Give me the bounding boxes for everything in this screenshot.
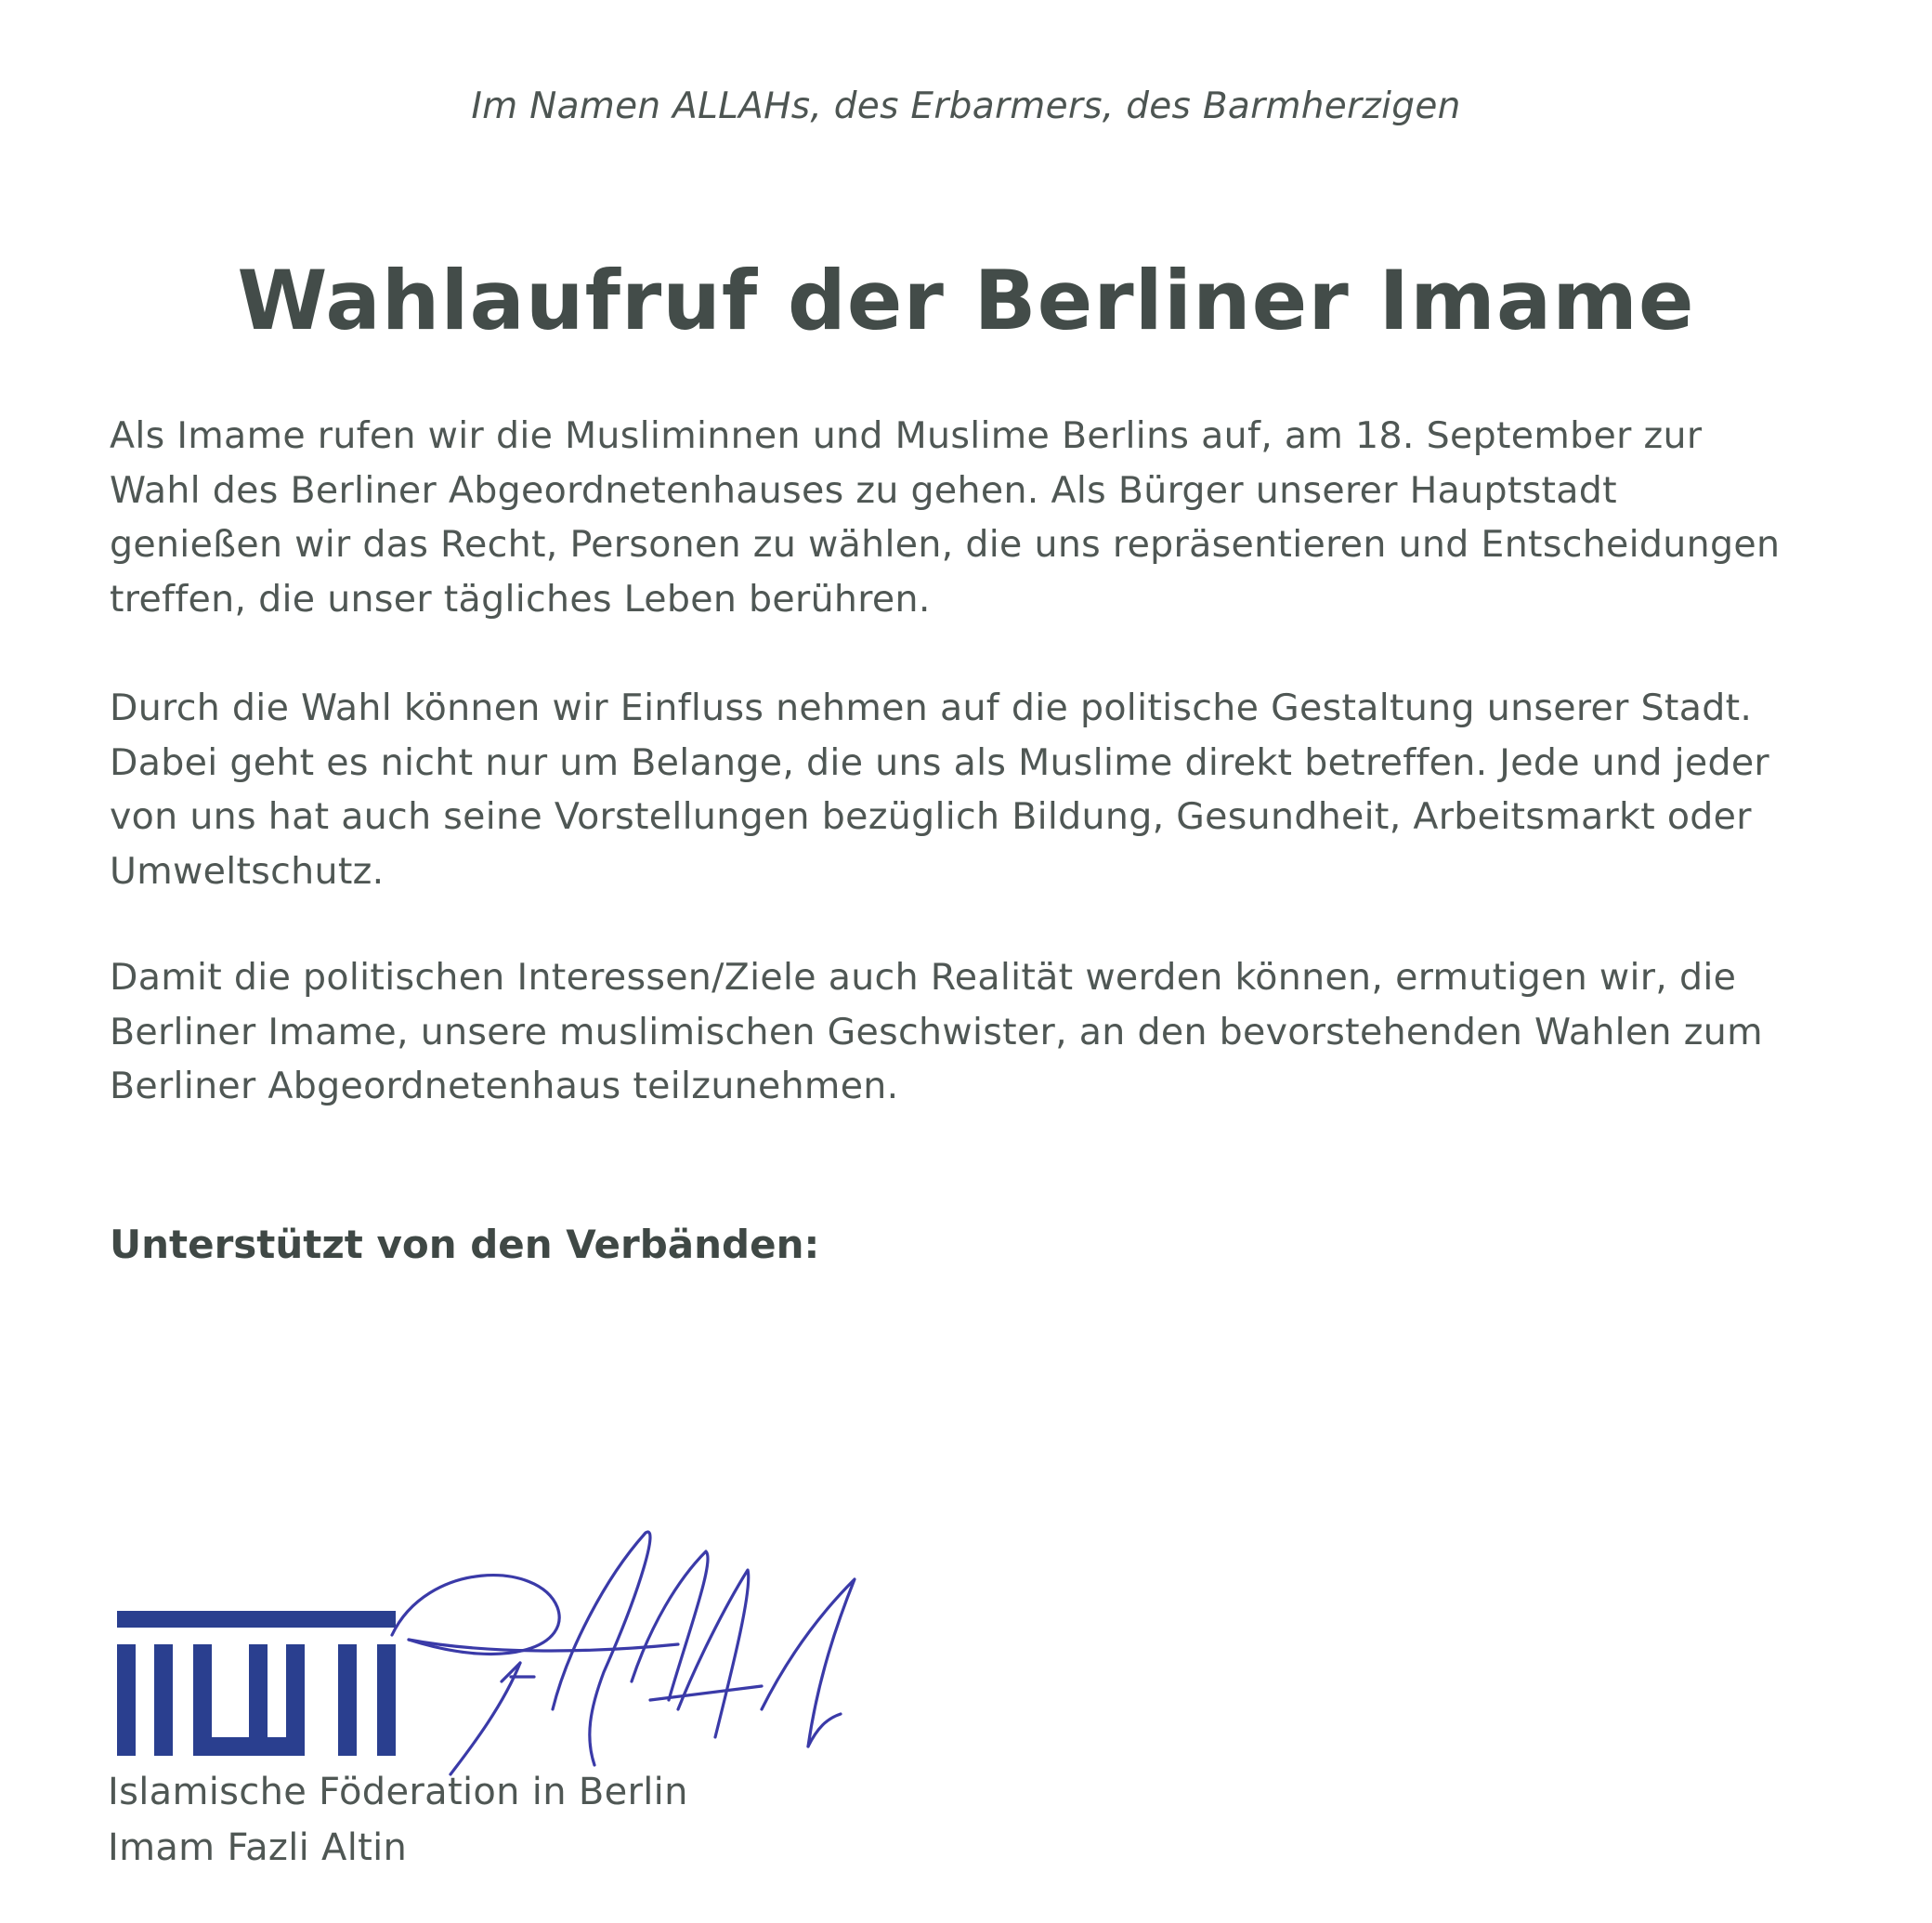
handwritten-signature-icon xyxy=(372,1524,985,1793)
organization-name: Islamische Föderation in Berlin xyxy=(108,1771,688,1813)
page-title: Wahlaufruf der Berliner Imame xyxy=(237,253,1695,348)
mosque-crescent-logo-icon xyxy=(117,1542,396,1756)
signatory-name: Imam Fazli Altin xyxy=(108,1826,408,1869)
paragraph-2: Durch die Wahl können wir Einfluss nehmen auf die politische Gestaltung unserer Stadt. Dabei geht es nicht nur um Belange, die uns als Muslime direkt betreffen. Jede und jeder von uns hat auch seine Vorstellungen bezüglich Bildung, Gesundheit, Arbeitsmarkt oder Umweltschutz. xyxy=(110,687,1769,893)
invocation-line: Im Namen ALLAHs, des Erbarmers, des Barmherzigen xyxy=(471,85,1461,127)
supported-by-heading: Unterstützt von den Verbänden: xyxy=(110,1222,820,1267)
paragraph-3: Damit die politischen Interessen/Ziele auch Realität werden können, ermutigen wir, die Berliner Imame, unsere muslimischen Geschwister, an den bevorstehenden Wahlen zum Berliner Abgeordnetenhaus teilzunehmen. xyxy=(110,956,1763,1107)
paragraph-1: Als Imame rufen wir die Musliminnen und Muslime Berlins auf, am 18. September zur Wahl des Berliner Abgeordnetenhauses zu gehen. Als Bürger unserer Hauptstadt genießen wir das Recht, Personen zu wählen, die uns repräsentieren und Entscheidungen treffen, die unser tägliches Leben berühren. xyxy=(110,414,1781,621)
